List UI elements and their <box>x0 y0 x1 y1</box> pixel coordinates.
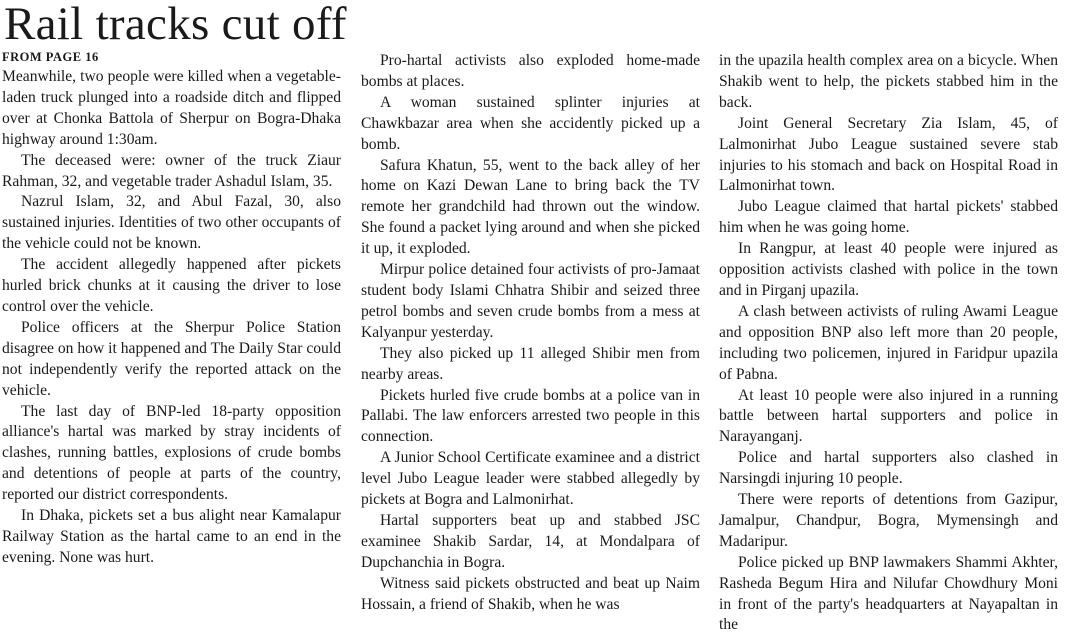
paragraph: Safura Khatun, 55, went to the back alley of her home on Kazi Dewan Lane to bring back the TV remote her grandchild had thrown out the window. She found a packet lying around and when she picked it up, it exploded. <box>361 156 700 258</box>
paragraph: Pickets hurled five crude bombs at a police van in Pallabi. The law enforcers arrested two people in this connection. <box>361 386 700 446</box>
paragraph: The last day of BNP-led 18-party opposition alliance's hartal was marked by stray incidents of clashes, running battles, explosions of crude bombs and detentions of people at parts of the country, reported our district correspondents. <box>2 402 341 504</box>
paragraph: A clash between activists of ruling Awami League and opposition BNP also left more than 20 people, including two policemen, injured in Faridpur upazila of Pabna. <box>719 302 1058 383</box>
paragraph: Police picked up BNP lawmakers Shammi Akhter, Rasheda Begum Hira and Nilufar Chowdhury Moni in front of the party's headquarters at Nayapaltan in the <box>719 553 1058 634</box>
paragraph: The deceased were: owner of the truck Ziaur Rahman, 32, and vegetable trader Ashadul Islam, 35. <box>2 151 341 190</box>
paragraph: Witness said pickets obstructed and beat up Naim Hossain, a friend of Shakib, when he was <box>361 574 700 613</box>
article-column-2 <box>361 51 700 615</box>
paragraph: Jubo League claimed that hartal pickets' stabbed him when he was going home. <box>719 198 1058 237</box>
paragraph: Meanwhile, two people were killed when a vegetable-laden truck plunged into a roadside ditch and flipped over at Chonka Battola of Sherpur on Bogra-Dhaka highway around 1:30am. <box>2 68 341 148</box>
paragraph: Police officers at the Sherpur Police Station disagree on how it happened and The Daily Star could not independently verify the reported attack on the vehicle. <box>2 318 341 399</box>
article-column-1 <box>2 50 341 569</box>
paragraph: They also picked up 11 alleged Shibir men from nearby areas. <box>361 344 700 383</box>
paragraph: At least 10 people were also injured in a running battle between hartal supporters and police in Narayanganj. <box>719 386 1058 446</box>
paragraph: In Dhaka, pickets set a bus alight near Kamalapur Railway Station as the hartal came to an end in the evening. None was hurt. <box>2 507 341 566</box>
jump-line: FROM PAGE 16 <box>2 50 99 64</box>
paragraph: in the upazila health complex area on a bicycle. When Shakib went to help, the pickets stabbed him in the back. <box>719 52 1058 111</box>
article-column-3 <box>719 51 1058 636</box>
paragraph: There were reports of detentions from Gazipur, Jamalpur, Chandpur, Bogra, Mymensingh and Madaripur. <box>719 491 1058 550</box>
paragraph: Joint General Secretary Zia Islam, 45, of Lalmonirhat Jubo League sustained severe stab injuries to his stomach and back on Hospital Road in Lalmonirhat town. <box>719 114 1058 195</box>
paragraph: A Junior School Certificate examinee and a district level Jubo League leader were stabbed allegedly by pickets at Bogra and Lalmonirhat. <box>361 449 700 509</box>
headline: Rail tracks cut off <box>4 0 347 50</box>
paragraph: Police and hartal supporters also clashed in Narsingdi injuring 10 people. <box>719 449 1058 488</box>
paragraph: In Rangpur, at least 40 people were injured as opposition activists clashed with police in the town and in Pirganj upazila. <box>719 240 1058 299</box>
paragraph: Nazrul Islam, 32, and Abul Fazal, 30, also sustained injuries. Identities of two other occupants of the vehicle could not be known. <box>2 193 341 253</box>
paragraph: Pro-hartal activists also exploded home-made bombs at places. <box>361 52 700 90</box>
paragraph: Mirpur police detained four activists of pro-Jamaat student body Islami Chhatra Shibir and seized three petrol bombs and seven crude bombs from a mess at Kalyanpur yesterday. <box>361 261 700 341</box>
paragraph: The accident allegedly happened after pickets hurled brick chunks at it causing the driver to lose control over the vehicle. <box>2 256 341 315</box>
paragraph: Hartal supporters beat up and stabbed JSC examinee Shakib Sardar, 14, at Mondalpara of Dupchanchia in Bogra. <box>361 511 700 571</box>
paragraph: A woman sustained splinter injuries at Chawkbazar area when she accidently picked up a bomb. <box>361 93 700 153</box>
